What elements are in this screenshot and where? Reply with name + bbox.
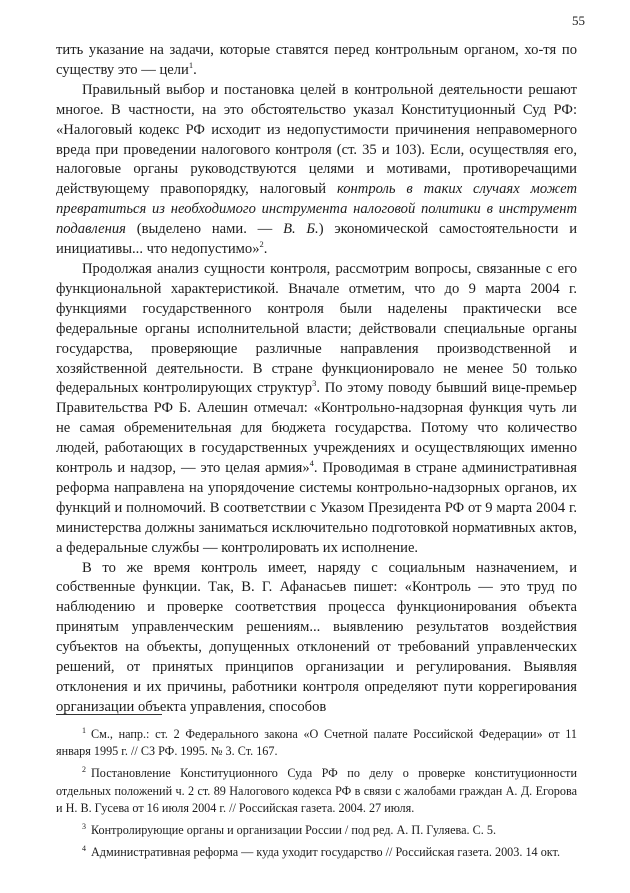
text-run: . [193,61,197,78]
page-number: 55 [572,13,585,28]
footnote [56,822,577,839]
emphasis: В. Б. [283,221,319,238]
footnote-number: 1 [82,726,86,735]
footnote-text: Постановление Конституционного Суда РФ по делу о проверке конституционности отдельных положений ч. 2 ст. 89 Налогового кодекса РФ в связи с жалобами граждан А. Д. Егорова и Н. В. Гусева от 16 июля 2004 г. // Российская газета. 2004. 27 июля. [56,766,577,815]
text-run: Правильный выбор и постановка целей в контрольной деятельности решают многое. В частности, на это обстоятельство указал Конституционный Суд РФ: «Налоговый кодекс РФ исходит из недопустимости причинения неправомерного вреда при проведении налогового контроля (ст. 35 и 103). Если, осуществляя его, налоговые органы руководствуются целями и мотивами, противоречащими действующему правопорядку, налоговый [56,81,577,198]
text-run: . [263,241,268,258]
text-run: ) экономической самостоятельности и инициативы... что недопустимо» [56,221,578,258]
footnote-ref: 4 [309,458,314,469]
footnote-separator [56,714,162,715]
footnote-ref: 3 [312,378,317,389]
footnote-text: См., напр.: ст. 2 Федерального закона «О Счетной палате Российской Федерации» от 11 января 1995 г. // СЗ РФ. 1995. № 3. Ст. 167. [56,727,577,759]
emphasis: контроль в таких случаях может превратиться из необходимого инструмента налоговой политики в инструмент подавления [56,181,577,238]
text-run: В то же время контроль имеет, наряду с социальным назначением, и собственные функции. Так, В. Г. Афанасьев пишет: «Контроль — это труд по наблюдению и проверке соответствия процесса функционирования объекта принятым управленческим решениям... выявлению результатов воздействия субъектов на объекты, допущенных отклонений от требований управленческих решений, от принятых принципов организации и регулирования. Выявляя отклонения и их причины, работники контроля определяют пути коррегирования организации объекта управления, способов [56,559,577,715]
text-run: . По этому поводу бывший вице-премьер Правительства РФ Б. Алешин отмечал: «Контрольно-надзорная функция чуть ли не самая обременительная для бюджета государства. Потому что количество людей, работающих в государственных учреждениях и осуществляющих именно контроль и надзор, — это целая армия» [56,380,577,477]
footnotes [56,726,577,866]
footnote [56,844,577,861]
footnote-number: 2 [82,765,86,775]
text-run: (выделено нами. — [125,221,284,238]
paragraph [56,41,577,81]
footnote [56,726,577,760]
text-run: тить указание на задачи, которые ставятся перед контрольным органом, хо-тя по существу это — цели [56,42,577,78]
paragraph [56,260,577,559]
paragraph [56,559,577,718]
main-text [56,41,577,718]
footnote [56,765,577,817]
footnote-text: Контролирующие органы и организации России / под ред. А. П. Гуляева. С. 5. [91,823,496,838]
footnote-ref: 2 [259,239,264,250]
footnote-ref: 1 [188,59,194,70]
paragraph [56,81,577,260]
footnote-text: Административная реформа — куда уходит государство // Российская газета. 2003. 14 окт. [91,845,561,860]
text-run: Продолжая анализ сущности контроля, рассмотрим вопросы, связанные с его функциональной характеристикой. Вначале отметим, что до 9 марта 2004 г. функциями государственного контроля были наделены практически все федеральные органы исполнительной власти; действовали специальные органы государства, проверяющие различные направления производственной и хозяйственной деятельности. В стране функционировало не менее 50 только федеральных контролирующих структур [56,260,577,397]
footnote-number: 4 [82,844,86,854]
text-run: . Проводимая в стране административная реформа направлена на упорядочение системы контрольно-надзорных органов, их функций и полномочий. В соответствии с Указом Президента РФ от 9 марта 2004 г. министерства должны заниматься исключительно подготовкой нормативных актов, а федеральные службы — контролировать их исполнение. [56,460,577,556]
footnote-number: 3 [82,822,86,832]
